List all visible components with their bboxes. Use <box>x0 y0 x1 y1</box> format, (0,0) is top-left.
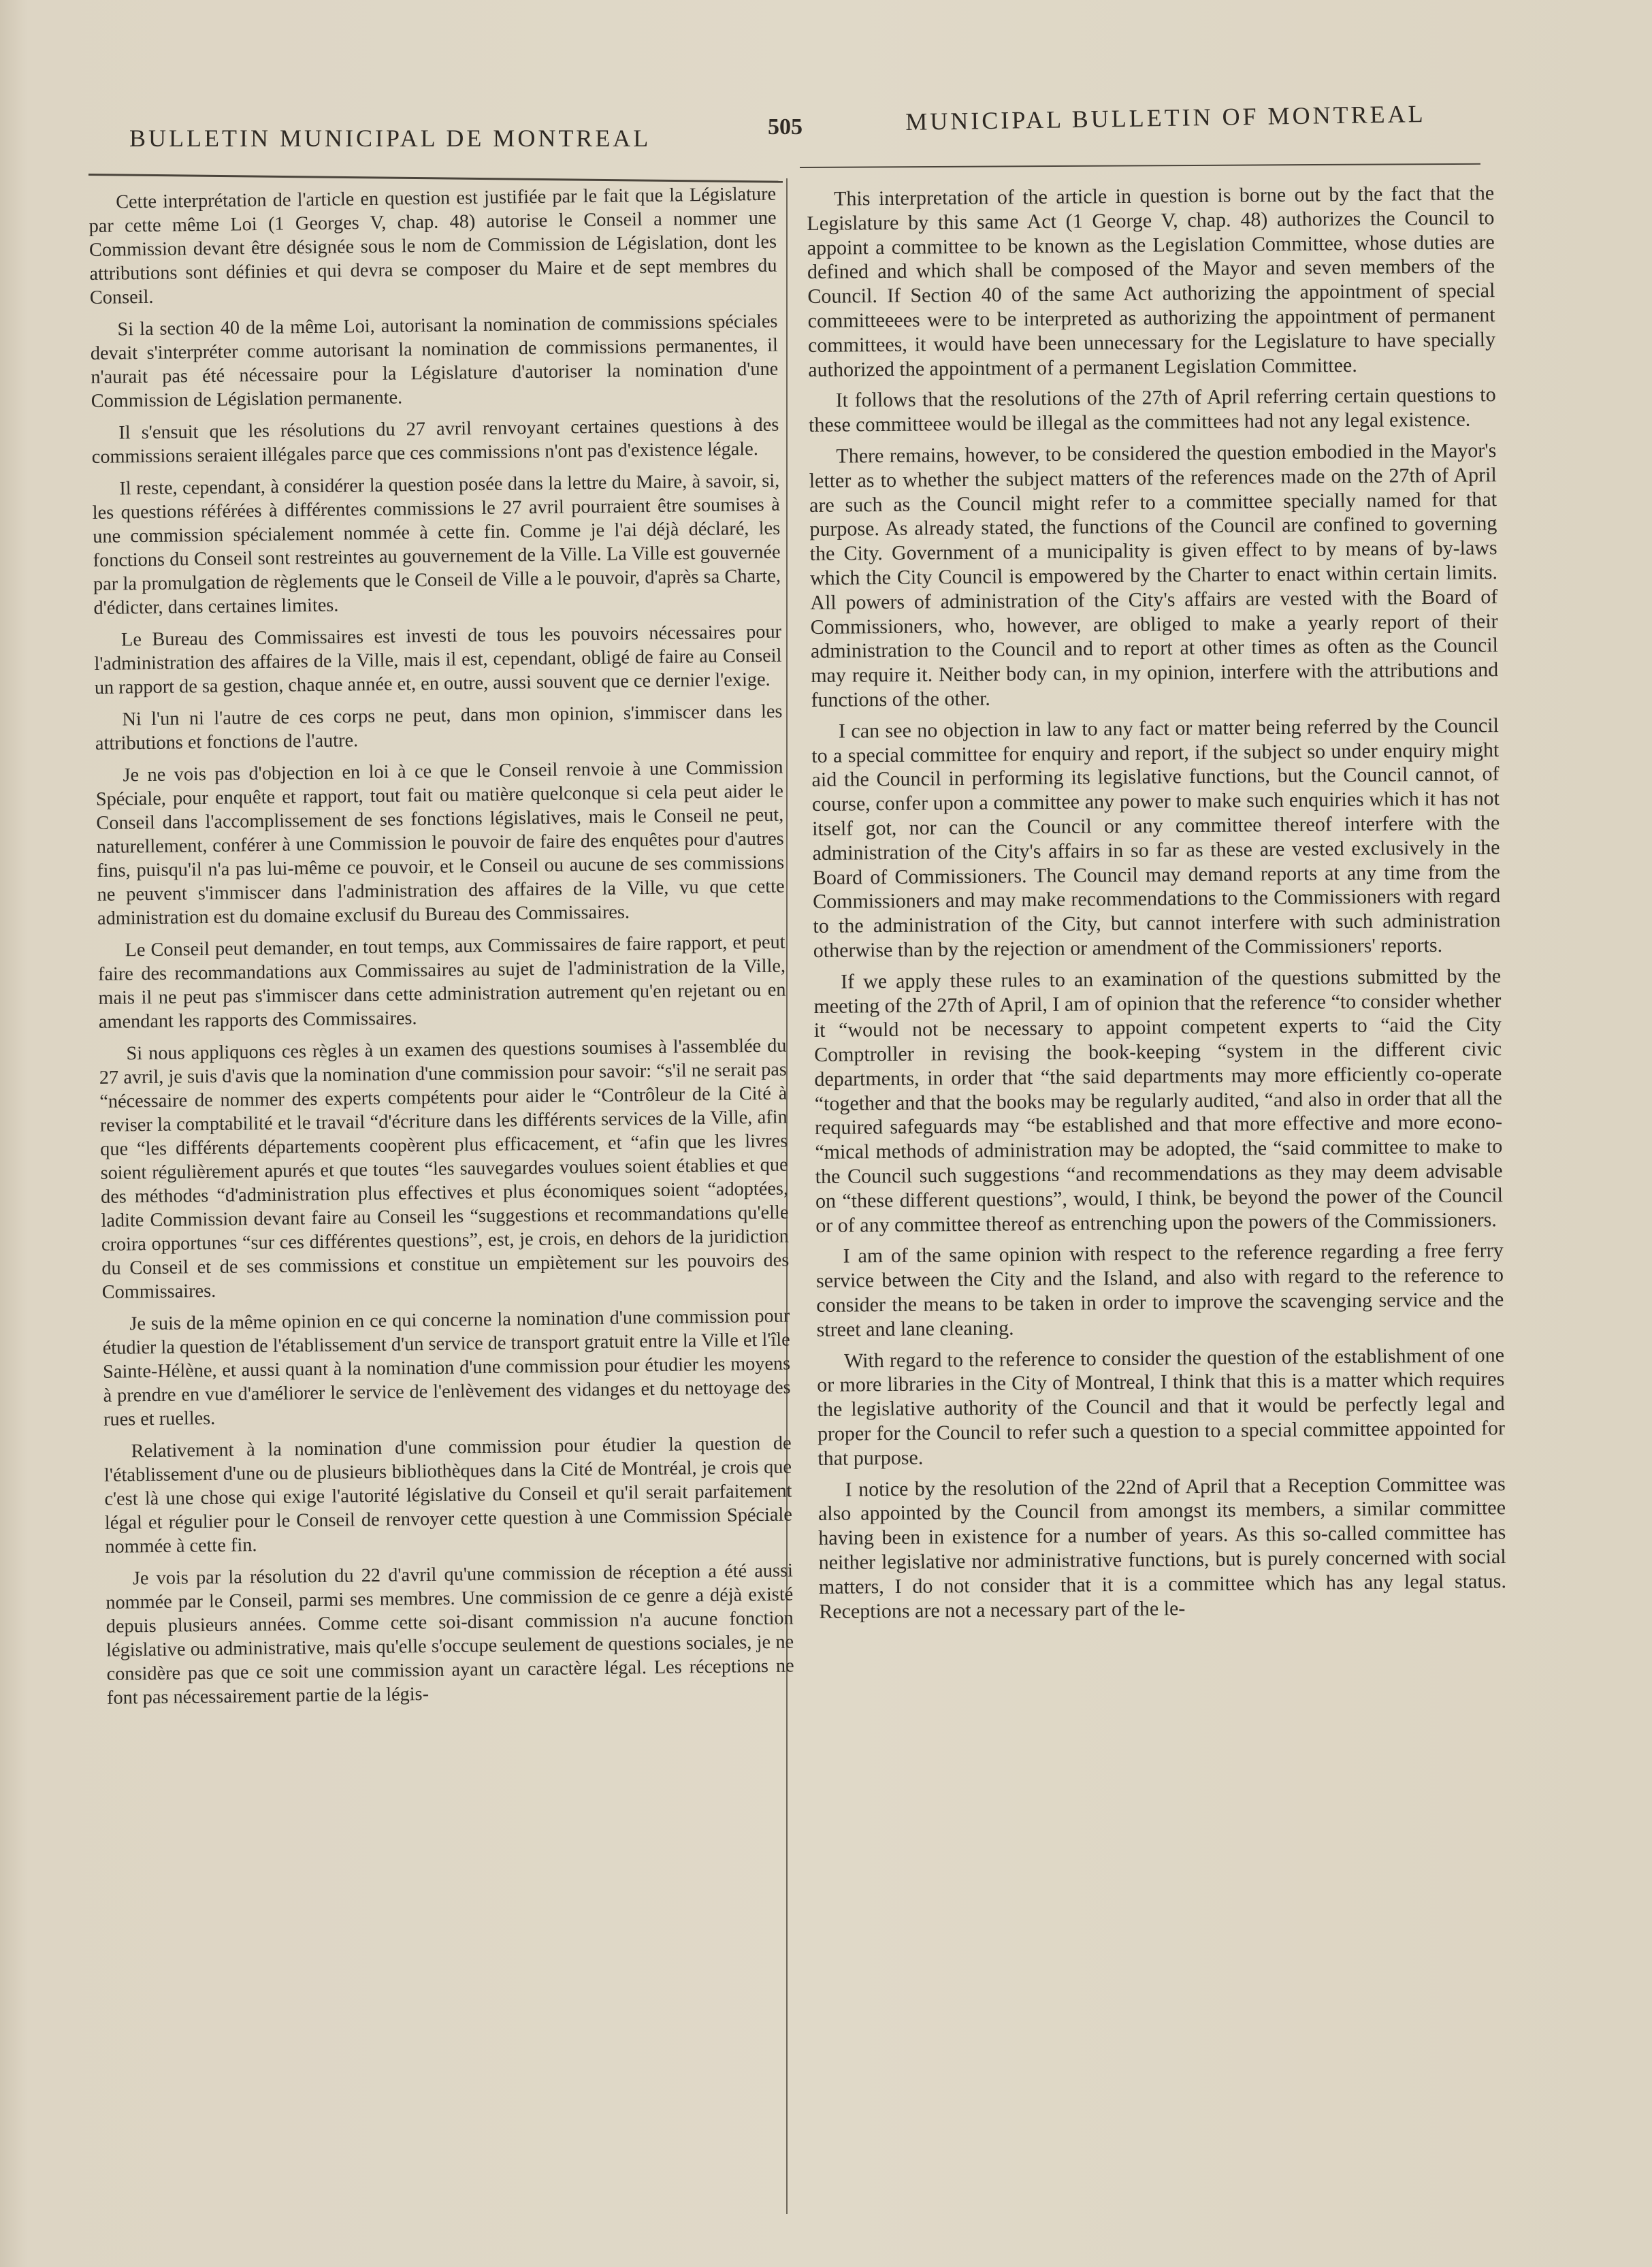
french-paragraph: Le Conseil peut demander, en tout temps, aux Commissaires de faire rapport, et peut faire des recommandations aux Commissaires au sujet de l'administration de la Ville, mais il ne peut pas s'immiscer dans cette administration autrement qu'en rejetant ou en amendant les rapports des Commissaires. <box>97 931 786 1033</box>
french-paragraph: Cette interprétation de l'article en question est justifiée par le fait que la Législature par cette même Loi (1 Georges V, chap. 48) autorise le Conseil a nommer une Commission devant être désignée sous le nom de Commission de Législation, dont les attributions sont définies et qui devra se composer du Maire et de sept membres du Conseil. <box>88 183 777 308</box>
french-paragraph: Il reste, cependant, à considérer la question posée dans la lettre du Maire, à savoir, si, les questions référées à différentes commissions le 27 avril pourraient être soumises à une commission spécialement nommée à cette fin. Comme je l'ai déjà déclaré, les fonctions du Conseil sont restreintes au gouvernement de la Ville. La Ville est gouvernée par la promulgation de règlements que le Conseil de Ville a le pouvoir, d'après sa Charte, d'édicter, dans certaines limites. <box>92 470 781 619</box>
french-paragraph: Je ne vois pas d'objection en loi à ce que le Conseil renvoie à une Commission Spéciale, pour enquête et rapport, tout fait ou matière quelconque si cela peut aider le Conseil dans l'accomplissement de ses fonctions législatives, mais le Conseil ne peut, naturellement, conférer à une Commission le pouvoir de faire des enquêtes pour d'autres fins, puisqu'il n'a pas lui-même ce pouvoir, et le Conseil ou aucune de ses commissions ne peuvent s'immiscer dans l'administration des affaires de la Ville, vu que cette administration est du domaine exclusif du Bureau des Commissaires. <box>95 756 785 929</box>
french-paragraph: Le Bureau des Commissaires est investi de tous les pouvoirs nécessaires pour l'administration des affaires de la Ville, mais il est, cependant, obligé de faire au Conseil un rapport de sa gestion, chaque année et, en outre, aussi souvent que ce dernier l'exige. <box>94 621 782 698</box>
header-english-title: MUNICIPAL BULLETIN OF MONTREAL <box>905 99 1426 135</box>
english-paragraph: With regard to the reference to consider the question of the establishment of one or more libraries in the City of Montreal, I think that this is a matter which requires the legislative authority of the Council and that it would be perfectly legal and proper for the Council to refer such a question to a special committee appointed for that purpose. <box>817 1343 1506 1470</box>
french-paragraph: Je vois par la résolution du 22 d'avril qu'une commission de réception a été aussi nommée par le Conseil, parmi ses membres. Une commission de ce genre a déjà existé depuis plusieurs années. Comme cette soi-disant commission n'a aucune fonction législative ou administrative, mais qu'elle s'occupe seulement de questions sociales, je ne considère pas que ce soit une commission ayant un caractère légal. Les réceptions ne font pas nécessairement partie de la légis- <box>106 1560 794 1709</box>
header-rule-left <box>88 174 783 183</box>
english-paragraph: It follows that the resolutions of the 27th of April referring certain questions to these committeee would be illegal as the committees had not any legal existence. <box>808 383 1496 437</box>
header-rule-right <box>800 163 1480 168</box>
english-paragraph: There remains, however, to be considered the question embodied in the Mayor's letter as to whether the subject matters of the references made on the 27th of April are such as the Council might refer to a committee specially named for that purpose. As already stated, the functions of the Council are confined to governing the City. Government of a municipality is given effect to by means of by-laws which the City Council is empowered by the Charter to enact within certain limits. All powers of administration of the City's affairs are vested with the Board of Commissioners, who, however, are obliged to make a yearly report of their administration to the Council and to report at other times as often as the Council may require it. Neither body can, in my opinion, interfere with the attributions and functions of the other. <box>809 439 1499 711</box>
english-paragraph: This interpretation of the article in question is borne out by the fact that the Legislature by this same Act (1 George V, chap. 48) authorizes the Council to appoint a committee to be known as the Legislation Committee, whose duties are defined and which shall be composed of the Mayor and seven members of the Council. If Section 40 of the same Act authorizing the appointment of special committeeees were to be interpreted as authorizing the appointment of permanent committees, it would have been unnecessary for the Legislature to have specially authorized the appointment of a permanent Legislation Committee. <box>807 182 1496 381</box>
french-paragraph: Il s'ensuit que les résolutions du 27 avril renvoyant certaines questions à des commissions seraient illégales parce que ces commissions n'ont pas d'existence légale. <box>91 414 779 468</box>
french-paragraph: Relativement à la nomination d'une commission pour étudier la question de l'établissement d'une ou de plusieurs bibliothèques dans la Cité de Montréal, je crois que c'est là une chose qui exige l'autorité législative du Conseil et qu'il serait parfaitement légal et régulier pour le Conseil de renvoyer cette question à une Commission Spéciale nommée à cette fin. <box>103 1432 793 1558</box>
page-header <box>0 99 1652 163</box>
english-column <box>807 181 1512 2202</box>
page-number: 505 <box>768 114 803 140</box>
french-paragraph: Ni l'un ni l'autre de ces corps ne peut, dans mon opinion, s'immiscer dans les attributions et fonctions de l'autre. <box>95 701 783 754</box>
header-french-title: BULLETIN MUNICIPAL DE MONTREAL <box>129 125 651 152</box>
french-paragraph: Si nous appliquons ces règles à un examen des questions soumises à l'assemblée du 27 avril, je suis d'avis que la nomination d'une commission pour savoir: “s'il ne serait pas “nécessaire de nommer des experts compétents pour aider le “Contrôleur de la Cité à reviser la comptabilité et le travail “d'écriture dans les différents services de la Ville, afin que “les différents départements coopèrent plus efficacement, et “afin que les livres soient régulièrement apurés et que toutes “les sauvegardes voulues soient établies et que des méthodes “d'administration plus effectives et plus économiques soient “adoptées, ladite Commission devant faire au Conseil les “suggestions et recommandations qu'elle croira opportunes “sur ces différentes questions”, est, je crois, en dehors de la juridiction du Conseil et de ses commissions et constitue un empiètement sur les pouvoirs des Commissaires. <box>99 1035 790 1303</box>
english-paragraph: I notice by the resolution of the 22nd of April that a Reception Committee was also appointed by the Council from amongst its members, a similar committee having been in existence for a number of years. As this so-called committee has neither legislative nor administrative functions, but is purely concerned with social matters, I do not consider that it is a committee which has any legal status. Receptions are not a necessary part of the le- <box>817 1472 1507 1623</box>
english-paragraph: I can see no objection in law to any fact or matter being referred by the Council to a special committee for enquiry and report, if the subject so under enquiry might aid the Council in performing its legislative functions, but the Council cannot, of course, confer upon a committee any power to make such enquiries which it has not itself got, nor can the Council or any committee thereof interfere with the administration of the City's affairs in so far as these are vested exclusively in the Board of Commissioners. The Council may demand reports at any time from the Commissioners and may make recommendations to the Commissioners with regard to the administration of the City, but cannot interfere with such administration otherwise than by the rejection or amendment of the Commissioners' reports. <box>811 713 1501 962</box>
english-paragraph: If we apply these rules to an examination of the questions submitted by the meeting of the 27th of April, I am of opinion that the reference “to consider whether it “would not be necessary to appoint competent experts to “aid the City Comptroller in revising the book-keeping “system in the different civic departments, in order that “the said departments may more efficiently co-operate “together and that the books may be regularly audited, “and also in order that all the required safeguards may “be established and that more effective and more econo- “mical methods of administration may be adopted, the “said committee to make to the Council such suggestions “and recommendations as they may deem advisable on “these different questions”, would, I think, be beyond the power of the Council or of any committee thereof as entrenching upon the powers of the Commissioners. <box>813 964 1504 1237</box>
french-paragraph: Je suis de la même opinion en ce qui concerne la nomination d'une commission pour étudier la question de l'établissement d'un service de transport gratuit entre la Ville et l'île Sainte-Hélène, et aussi quant à la nomination d'une commission pour étudier les moyens à prendre en vue d'améliorer le service de l'enlèvement des vidanges et du nettoyage des rues et ruelles. <box>102 1305 791 1430</box>
french-paragraph: Si la section 40 de la même Loi, autorisant la nomination de commissions spéciales devait s'interpréter comme autorisant la nomination de commissions permanentes, il n'aurait pas été nécessaire pour la Législature d'autoriser la nomination d'une Commission de Législation permanente. <box>90 310 779 412</box>
french-column <box>88 182 800 2206</box>
english-paragraph: I am of the same opinion with respect to the reference regarding a free ferry service between the City and the Island, and also with regard to the reference to consider the means to be taken in order to improve the scavenging service and the street and lane cleaning. <box>815 1239 1504 1341</box>
